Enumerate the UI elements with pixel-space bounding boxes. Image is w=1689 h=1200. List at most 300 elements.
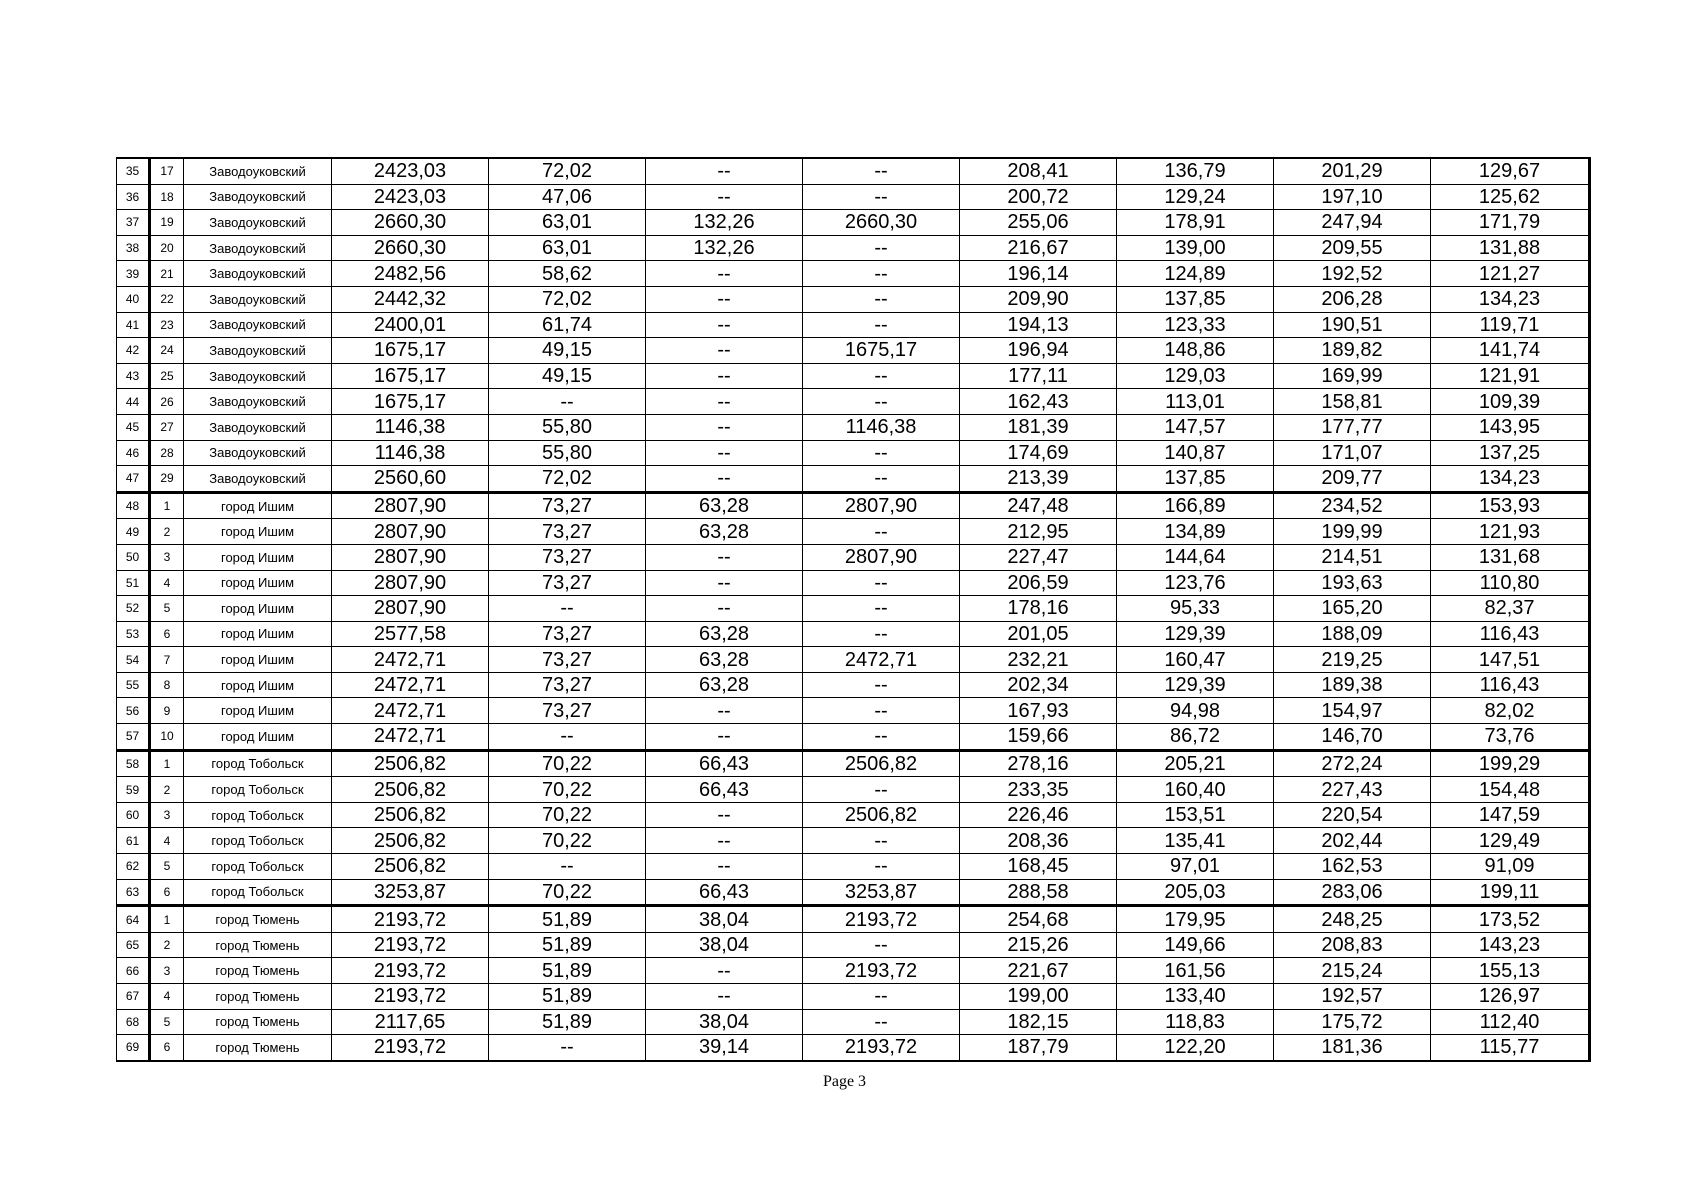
district-cell: город Ишим xyxy=(184,724,332,751)
table-row xyxy=(117,389,1590,415)
row-number-cell: 50 xyxy=(117,544,150,570)
value-3-cell: -- xyxy=(646,544,803,570)
table-row xyxy=(117,210,1590,236)
table-row xyxy=(117,672,1590,698)
value-7-cell: 247,94 xyxy=(1274,210,1431,236)
row-number-cell: 35 xyxy=(117,158,150,184)
district-cell: город Тюмень xyxy=(184,906,332,933)
row-number-cell: 66 xyxy=(117,958,150,984)
sub-number-cell: 5 xyxy=(150,596,184,622)
value-5-cell: 199,00 xyxy=(960,984,1117,1010)
value-5-cell: 167,93 xyxy=(960,698,1117,724)
value-1-cell: 2472,71 xyxy=(332,698,489,724)
value-7-cell: 214,51 xyxy=(1274,544,1431,570)
sub-number-cell: 4 xyxy=(150,828,184,854)
value-6-cell: 94,98 xyxy=(1117,698,1274,724)
value-6-cell: 118,83 xyxy=(1117,1009,1274,1035)
value-3-cell: 38,04 xyxy=(646,906,803,933)
value-8-cell: 173,52 xyxy=(1431,906,1590,933)
sub-number-cell: 22 xyxy=(150,286,184,312)
sub-number-cell: 18 xyxy=(150,184,184,210)
value-1-cell: 2506,82 xyxy=(332,777,489,803)
row-number-cell: 67 xyxy=(117,984,150,1010)
table-row xyxy=(117,854,1590,880)
district-cell: город Тюмень xyxy=(184,958,332,984)
sub-number-cell: 3 xyxy=(150,958,184,984)
table-row xyxy=(117,235,1590,261)
value-7-cell: 283,06 xyxy=(1274,879,1431,906)
value-3-cell: -- xyxy=(646,363,803,389)
value-6-cell: 136,79 xyxy=(1117,158,1274,184)
sub-number-cell: 2 xyxy=(150,932,184,958)
value-8-cell: 109,39 xyxy=(1431,389,1590,415)
value-5-cell: 212,95 xyxy=(960,519,1117,545)
sub-number-cell: 8 xyxy=(150,672,184,698)
value-7-cell: 169,99 xyxy=(1274,363,1431,389)
district-cell: Заводоуковский xyxy=(184,286,332,312)
value-8-cell: 137,25 xyxy=(1431,440,1590,466)
district-cell: город Ишим xyxy=(184,698,332,724)
table-row xyxy=(117,466,1590,493)
row-number-cell: 68 xyxy=(117,1009,150,1035)
value-1-cell: 2193,72 xyxy=(332,984,489,1010)
value-6-cell: 124,89 xyxy=(1117,261,1274,287)
value-2-cell: 73,27 xyxy=(489,544,646,570)
row-number-cell: 60 xyxy=(117,802,150,828)
value-3-cell: -- xyxy=(646,261,803,287)
district-cell: город Ишим xyxy=(184,492,332,519)
value-7-cell: 193,63 xyxy=(1274,570,1431,596)
value-4-cell: 2193,72 xyxy=(803,1035,960,1061)
value-7-cell: 165,20 xyxy=(1274,596,1431,622)
value-3-cell: 38,04 xyxy=(646,1009,803,1035)
district-cell: город Тобольск xyxy=(184,879,332,906)
district-cell: город Тюмень xyxy=(184,1035,332,1061)
value-6-cell: 137,85 xyxy=(1117,286,1274,312)
value-6-cell: 144,64 xyxy=(1117,544,1274,570)
value-2-cell: 73,27 xyxy=(489,647,646,673)
value-1-cell: 2807,90 xyxy=(332,544,489,570)
value-3-cell: -- xyxy=(646,802,803,828)
value-3-cell: -- xyxy=(646,184,803,210)
value-6-cell: 137,85 xyxy=(1117,466,1274,493)
row-number-cell: 36 xyxy=(117,184,150,210)
value-6-cell: 129,39 xyxy=(1117,672,1274,698)
value-2-cell: 73,27 xyxy=(489,570,646,596)
value-3-cell: -- xyxy=(646,984,803,1010)
value-3-cell: -- xyxy=(646,724,803,751)
district-cell: город Ишим xyxy=(184,596,332,622)
tariff-table xyxy=(116,157,1591,1062)
value-3-cell: -- xyxy=(646,958,803,984)
value-4-cell: -- xyxy=(803,466,960,493)
value-6-cell: 205,03 xyxy=(1117,879,1274,906)
value-6-cell: 134,89 xyxy=(1117,519,1274,545)
value-5-cell: 168,45 xyxy=(960,854,1117,880)
value-2-cell: 72,02 xyxy=(489,466,646,493)
value-4-cell: -- xyxy=(803,932,960,958)
value-3-cell: -- xyxy=(646,389,803,415)
sub-number-cell: 2 xyxy=(150,519,184,545)
value-4-cell: -- xyxy=(803,621,960,647)
row-number-cell: 42 xyxy=(117,338,150,364)
value-4-cell: 2472,71 xyxy=(803,647,960,673)
value-3-cell: -- xyxy=(646,570,803,596)
value-5-cell: 202,34 xyxy=(960,672,1117,698)
table-row xyxy=(117,906,1590,933)
value-6-cell: 129,24 xyxy=(1117,184,1274,210)
value-6-cell: 113,01 xyxy=(1117,389,1274,415)
value-8-cell: 171,79 xyxy=(1431,210,1590,236)
value-7-cell: 272,24 xyxy=(1274,750,1431,777)
value-1-cell: 1146,38 xyxy=(332,414,489,440)
value-2-cell: 72,02 xyxy=(489,158,646,184)
value-8-cell: 199,29 xyxy=(1431,750,1590,777)
sub-number-cell: 20 xyxy=(150,235,184,261)
value-8-cell: 134,23 xyxy=(1431,286,1590,312)
value-1-cell: 2442,32 xyxy=(332,286,489,312)
table-row xyxy=(117,932,1590,958)
value-5-cell: 177,11 xyxy=(960,363,1117,389)
value-4-cell: -- xyxy=(803,570,960,596)
sub-number-cell: 6 xyxy=(150,1035,184,1061)
value-8-cell: 115,77 xyxy=(1431,1035,1590,1061)
district-cell: Заводоуковский xyxy=(184,389,332,415)
value-8-cell: 153,93 xyxy=(1431,492,1590,519)
value-1-cell: 2807,90 xyxy=(332,519,489,545)
value-7-cell: 206,28 xyxy=(1274,286,1431,312)
value-1-cell: 2577,58 xyxy=(332,621,489,647)
row-number-cell: 54 xyxy=(117,647,150,673)
value-2-cell: 70,22 xyxy=(489,879,646,906)
value-7-cell: 201,29 xyxy=(1274,158,1431,184)
table-row xyxy=(117,312,1590,338)
row-number-cell: 53 xyxy=(117,621,150,647)
value-2-cell: 51,89 xyxy=(489,1009,646,1035)
value-1-cell: 2423,03 xyxy=(332,184,489,210)
value-7-cell: 189,38 xyxy=(1274,672,1431,698)
value-4-cell: -- xyxy=(803,854,960,880)
district-cell: город Ишим xyxy=(184,544,332,570)
value-1-cell: 2506,82 xyxy=(332,828,489,854)
table-row xyxy=(117,286,1590,312)
value-4-cell: -- xyxy=(803,235,960,261)
sub-number-cell: 17 xyxy=(150,158,184,184)
value-1-cell: 2660,30 xyxy=(332,210,489,236)
value-3-cell: -- xyxy=(646,286,803,312)
value-8-cell: 91,09 xyxy=(1431,854,1590,880)
sub-number-cell: 7 xyxy=(150,647,184,673)
value-1-cell: 2482,56 xyxy=(332,261,489,287)
value-6-cell: 97,01 xyxy=(1117,854,1274,880)
row-number-cell: 69 xyxy=(117,1035,150,1061)
value-6-cell: 95,33 xyxy=(1117,596,1274,622)
value-2-cell: -- xyxy=(489,724,646,751)
value-6-cell: 160,40 xyxy=(1117,777,1274,803)
district-cell: Заводоуковский xyxy=(184,184,332,210)
value-6-cell: 166,89 xyxy=(1117,492,1274,519)
row-number-cell: 43 xyxy=(117,363,150,389)
value-2-cell: -- xyxy=(489,596,646,622)
value-6-cell: 153,51 xyxy=(1117,802,1274,828)
value-4-cell: -- xyxy=(803,698,960,724)
value-4-cell: -- xyxy=(803,184,960,210)
value-6-cell: 178,91 xyxy=(1117,210,1274,236)
district-cell: город Ишим xyxy=(184,570,332,596)
sub-number-cell: 9 xyxy=(150,698,184,724)
value-8-cell: 112,40 xyxy=(1431,1009,1590,1035)
sub-number-cell: 24 xyxy=(150,338,184,364)
value-4-cell: 2807,90 xyxy=(803,544,960,570)
value-3-cell: -- xyxy=(646,440,803,466)
table-row xyxy=(117,621,1590,647)
value-2-cell: 70,22 xyxy=(489,828,646,854)
value-1-cell: 2506,82 xyxy=(332,750,489,777)
sub-number-cell: 6 xyxy=(150,621,184,647)
value-5-cell: 187,79 xyxy=(960,1035,1117,1061)
district-cell: город Тобольск xyxy=(184,828,332,854)
row-number-cell: 52 xyxy=(117,596,150,622)
value-1-cell: 2807,90 xyxy=(332,596,489,622)
value-6-cell: 139,00 xyxy=(1117,235,1274,261)
value-4-cell: -- xyxy=(803,158,960,184)
value-4-cell: -- xyxy=(803,519,960,545)
value-5-cell: 178,16 xyxy=(960,596,1117,622)
value-5-cell: 254,68 xyxy=(960,906,1117,933)
value-8-cell: 129,67 xyxy=(1431,158,1590,184)
table-row xyxy=(117,363,1590,389)
row-number-cell: 45 xyxy=(117,414,150,440)
value-5-cell: 196,14 xyxy=(960,261,1117,287)
table-row xyxy=(117,158,1590,184)
value-2-cell: 73,27 xyxy=(489,621,646,647)
value-5-cell: 288,58 xyxy=(960,879,1117,906)
value-1-cell: 2193,72 xyxy=(332,958,489,984)
table-row xyxy=(117,414,1590,440)
row-number-cell: 58 xyxy=(117,750,150,777)
value-2-cell: 70,22 xyxy=(489,750,646,777)
value-3-cell: 63,28 xyxy=(646,672,803,698)
table-row xyxy=(117,519,1590,545)
row-number-cell: 48 xyxy=(117,492,150,519)
value-4-cell: -- xyxy=(803,596,960,622)
table-row xyxy=(117,750,1590,777)
value-6-cell: 179,95 xyxy=(1117,906,1274,933)
value-8-cell: 121,91 xyxy=(1431,363,1590,389)
value-7-cell: 234,52 xyxy=(1274,492,1431,519)
row-number-cell: 62 xyxy=(117,854,150,880)
value-4-cell: 2506,82 xyxy=(803,802,960,828)
value-3-cell: 63,28 xyxy=(646,492,803,519)
value-7-cell: 190,51 xyxy=(1274,312,1431,338)
value-7-cell: 181,36 xyxy=(1274,1035,1431,1061)
value-5-cell: 215,26 xyxy=(960,932,1117,958)
table-row xyxy=(117,698,1590,724)
value-3-cell: -- xyxy=(646,312,803,338)
value-2-cell: 63,01 xyxy=(489,210,646,236)
value-7-cell: 154,97 xyxy=(1274,698,1431,724)
value-7-cell: 219,25 xyxy=(1274,647,1431,673)
value-3-cell: 63,28 xyxy=(646,519,803,545)
district-cell: город Тобольск xyxy=(184,854,332,880)
table-row xyxy=(117,984,1590,1010)
value-1-cell: 1675,17 xyxy=(332,363,489,389)
value-2-cell: 72,02 xyxy=(489,286,646,312)
value-5-cell: 162,43 xyxy=(960,389,1117,415)
value-3-cell: 66,43 xyxy=(646,777,803,803)
value-6-cell: 140,87 xyxy=(1117,440,1274,466)
value-6-cell: 135,41 xyxy=(1117,828,1274,854)
value-1-cell: 2193,72 xyxy=(332,906,489,933)
sub-number-cell: 3 xyxy=(150,802,184,828)
sub-number-cell: 19 xyxy=(150,210,184,236)
value-2-cell: 55,80 xyxy=(489,440,646,466)
value-8-cell: 116,43 xyxy=(1431,672,1590,698)
value-2-cell: 51,89 xyxy=(489,984,646,1010)
value-7-cell: 189,82 xyxy=(1274,338,1431,364)
value-5-cell: 233,35 xyxy=(960,777,1117,803)
value-8-cell: 129,49 xyxy=(1431,828,1590,854)
row-number-cell: 59 xyxy=(117,777,150,803)
value-4-cell: -- xyxy=(803,440,960,466)
sub-number-cell: 1 xyxy=(150,906,184,933)
sub-number-cell: 27 xyxy=(150,414,184,440)
value-8-cell: 131,88 xyxy=(1431,235,1590,261)
value-7-cell: 175,72 xyxy=(1274,1009,1431,1035)
row-number-cell: 44 xyxy=(117,389,150,415)
value-4-cell: 2660,30 xyxy=(803,210,960,236)
value-7-cell: 209,77 xyxy=(1274,466,1431,493)
sub-number-cell: 10 xyxy=(150,724,184,751)
value-2-cell: 49,15 xyxy=(489,338,646,364)
value-7-cell: 192,57 xyxy=(1274,984,1431,1010)
value-4-cell: -- xyxy=(803,286,960,312)
value-3-cell: 63,28 xyxy=(646,621,803,647)
value-7-cell: 197,10 xyxy=(1274,184,1431,210)
value-2-cell: 73,27 xyxy=(489,672,646,698)
value-1-cell: 2560,60 xyxy=(332,466,489,493)
value-4-cell: -- xyxy=(803,672,960,698)
value-2-cell: 73,27 xyxy=(489,492,646,519)
value-1-cell: 2117,65 xyxy=(332,1009,489,1035)
value-5-cell: 206,59 xyxy=(960,570,1117,596)
value-8-cell: 143,95 xyxy=(1431,414,1590,440)
value-1-cell: 2660,30 xyxy=(332,235,489,261)
value-2-cell: 51,89 xyxy=(489,958,646,984)
row-number-cell: 40 xyxy=(117,286,150,312)
table-row xyxy=(117,492,1590,519)
district-cell: Заводоуковский xyxy=(184,466,332,493)
row-number-cell: 56 xyxy=(117,698,150,724)
value-2-cell: 51,89 xyxy=(489,906,646,933)
row-number-cell: 41 xyxy=(117,312,150,338)
value-6-cell: 129,39 xyxy=(1117,621,1274,647)
value-4-cell: 1146,38 xyxy=(803,414,960,440)
value-8-cell: 126,97 xyxy=(1431,984,1590,1010)
value-5-cell: 196,94 xyxy=(960,338,1117,364)
value-2-cell: 49,15 xyxy=(489,363,646,389)
value-7-cell: 146,70 xyxy=(1274,724,1431,751)
value-3-cell: 66,43 xyxy=(646,879,803,906)
row-number-cell: 65 xyxy=(117,932,150,958)
value-3-cell: 66,43 xyxy=(646,750,803,777)
value-5-cell: 208,41 xyxy=(960,158,1117,184)
value-3-cell: -- xyxy=(646,466,803,493)
district-cell: город Тобольск xyxy=(184,750,332,777)
row-number-cell: 55 xyxy=(117,672,150,698)
value-7-cell: 171,07 xyxy=(1274,440,1431,466)
value-6-cell: 205,21 xyxy=(1117,750,1274,777)
value-2-cell: 47,06 xyxy=(489,184,646,210)
table-row xyxy=(117,338,1590,364)
value-7-cell: 220,54 xyxy=(1274,802,1431,828)
value-3-cell: 63,28 xyxy=(646,647,803,673)
sub-number-cell: 28 xyxy=(150,440,184,466)
table-row xyxy=(117,828,1590,854)
value-6-cell: 149,66 xyxy=(1117,932,1274,958)
district-cell: город Тобольск xyxy=(184,802,332,828)
value-4-cell: 2506,82 xyxy=(803,750,960,777)
value-2-cell: -- xyxy=(489,854,646,880)
sub-number-cell: 4 xyxy=(150,984,184,1010)
value-5-cell: 226,46 xyxy=(960,802,1117,828)
table-row xyxy=(117,184,1590,210)
value-1-cell: 2423,03 xyxy=(332,158,489,184)
value-3-cell: -- xyxy=(646,698,803,724)
sub-number-cell: 1 xyxy=(150,750,184,777)
sub-number-cell: 23 xyxy=(150,312,184,338)
value-1-cell: 1675,17 xyxy=(332,338,489,364)
value-7-cell: 227,43 xyxy=(1274,777,1431,803)
value-6-cell: 133,40 xyxy=(1117,984,1274,1010)
value-8-cell: 125,62 xyxy=(1431,184,1590,210)
value-5-cell: 159,66 xyxy=(960,724,1117,751)
sub-number-cell: 5 xyxy=(150,854,184,880)
value-6-cell: 160,47 xyxy=(1117,647,1274,673)
district-cell: город Тюмень xyxy=(184,984,332,1010)
table-row xyxy=(117,1035,1590,1061)
district-cell: Заводоуковский xyxy=(184,312,332,338)
value-8-cell: 134,23 xyxy=(1431,466,1590,493)
sub-number-cell: 25 xyxy=(150,363,184,389)
value-1-cell: 2400,01 xyxy=(332,312,489,338)
value-3-cell: -- xyxy=(646,338,803,364)
value-5-cell: 278,16 xyxy=(960,750,1117,777)
value-1-cell: 2506,82 xyxy=(332,802,489,828)
value-6-cell: 147,57 xyxy=(1117,414,1274,440)
table-row xyxy=(117,958,1590,984)
row-number-cell: 61 xyxy=(117,828,150,854)
value-3-cell: 38,04 xyxy=(646,932,803,958)
value-5-cell: 209,90 xyxy=(960,286,1117,312)
sub-number-cell: 29 xyxy=(150,466,184,493)
value-7-cell: 208,83 xyxy=(1274,932,1431,958)
value-7-cell: 202,44 xyxy=(1274,828,1431,854)
value-5-cell: 247,48 xyxy=(960,492,1117,519)
value-5-cell: 201,05 xyxy=(960,621,1117,647)
value-5-cell: 255,06 xyxy=(960,210,1117,236)
value-8-cell: 121,27 xyxy=(1431,261,1590,287)
row-number-cell: 51 xyxy=(117,570,150,596)
value-7-cell: 188,09 xyxy=(1274,621,1431,647)
table-row xyxy=(117,802,1590,828)
value-7-cell: 209,55 xyxy=(1274,235,1431,261)
value-1-cell: 2472,71 xyxy=(332,672,489,698)
table-row xyxy=(117,596,1590,622)
row-number-cell: 38 xyxy=(117,235,150,261)
value-1-cell: 2193,72 xyxy=(332,932,489,958)
value-1-cell: 2807,90 xyxy=(332,492,489,519)
